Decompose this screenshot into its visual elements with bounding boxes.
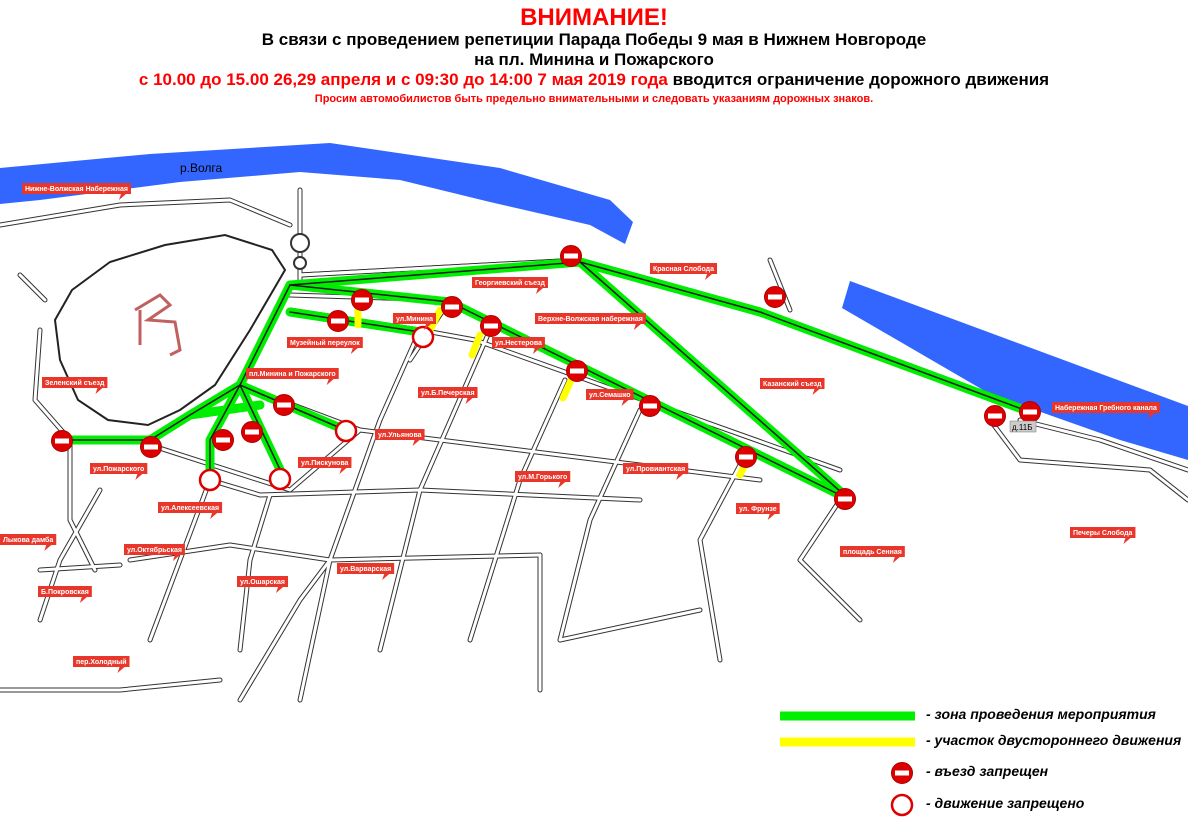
no-entry-icon: [892, 763, 913, 784]
street-label-text: ул.Пискунова: [301, 460, 349, 467]
street-label: [375, 429, 425, 446]
no-entry-icon: [141, 437, 162, 458]
header-line-2: на пл. Минина и Пожарского: [474, 50, 714, 69]
street-label-text: пл.Минина и Пожарского: [249, 371, 336, 378]
no-entry-icon: [213, 430, 234, 451]
no-traffic-icon: [336, 421, 356, 441]
street-label: [158, 502, 222, 519]
no-entry-icon: [52, 431, 73, 452]
street-label-text: Верхне-Волжская набережная: [538, 316, 643, 323]
street-label-text: Музейный переулок: [290, 340, 360, 347]
restriction-text: вводится ограничение дорожного движения: [667, 70, 1050, 89]
street-label: [287, 337, 363, 354]
no-entry-icon: [242, 422, 263, 443]
street-label-text: ул.Провиантская: [626, 466, 686, 473]
roundabout-small: [294, 257, 306, 269]
street-label-text: пер.Холодный: [76, 659, 127, 666]
street-label-text: ул.Минина: [396, 316, 433, 323]
legend-no-traffic: - движение запрещено: [926, 795, 1085, 811]
street-label-text: Лыкова дамба: [3, 537, 54, 544]
street-label-text: Красная Слобода: [653, 266, 715, 273]
no-entry-icon: [567, 361, 588, 382]
street-label-text: ул.М.Горького: [518, 474, 568, 481]
street-label-text: Зеленский съезд: [45, 380, 105, 387]
no-traffic-icon: [892, 795, 912, 815]
no-entry-icon: [1020, 402, 1041, 423]
street-label-text: ул.Ошарская: [240, 579, 286, 586]
street-label-text: ул. Фрунзе: [739, 506, 777, 513]
street-label: [472, 277, 548, 294]
street-label: [650, 263, 717, 280]
street-label-text: ул.Нестерова: [495, 340, 542, 347]
no-entry-icon: [640, 396, 661, 417]
no-entry-icon: [765, 287, 786, 308]
no-entry-icon: [328, 311, 349, 332]
street-label: [840, 546, 905, 563]
legend-event-zone: - зона проведения мероприятия: [926, 706, 1156, 722]
street-label: [246, 368, 339, 385]
legend-no-entry: - въезд запрещен: [926, 763, 1049, 779]
no-entry-icon: [442, 297, 463, 318]
street-label: [90, 463, 147, 480]
no-entry-icon: [835, 489, 856, 510]
street-label: [0, 534, 56, 551]
house-number: д.11Б: [1012, 423, 1033, 432]
street-label-text: Казанский съезд: [763, 381, 822, 388]
no-entry-icon: [274, 395, 295, 416]
grebnoy-canal: [842, 281, 1188, 460]
no-entry-icon: [481, 316, 502, 337]
street-label: [1070, 527, 1135, 544]
street-label-text: Печеры Слобода: [1073, 530, 1133, 537]
roundabout: [291, 234, 309, 252]
street-label-text: Нижне-Волжская Набережная: [25, 186, 128, 193]
no-traffic-icon: [270, 469, 290, 489]
header-line-3: [0, 70, 1188, 90]
no-traffic-icon: [200, 470, 220, 490]
no-entry-icon: [985, 406, 1006, 427]
street-label-text: Набережная Гребного канала: [1055, 405, 1157, 412]
street-label: [73, 656, 130, 673]
kremlin-wall: [55, 235, 285, 425]
street-label: [586, 389, 634, 406]
street-label-text: ул.Б.Печерская: [421, 390, 475, 397]
no-entry-icon: [736, 447, 757, 468]
street-label: [515, 471, 570, 488]
street-label-text: Б.Покровская: [41, 589, 89, 596]
header-line-4: Просим автомобилистов быть предельно внимательными и следовать указаниям дорожных знаков.: [314, 93, 874, 105]
no-entry-icon: [352, 290, 373, 311]
street-label: [736, 503, 780, 520]
street-label: [337, 563, 394, 580]
street-label: [298, 457, 351, 474]
street-label-text: ул.Ульянова: [378, 432, 422, 439]
street-label-text: ул.Октябрьская: [127, 547, 182, 554]
legend-symbols: [780, 716, 915, 815]
header-line-1: В связи с проведением репетиции Парада Победы 9 мая в Нижнем Новгороде: [261, 30, 927, 49]
street-label-text: площадь Сенная: [843, 549, 902, 556]
street-label-text: Георгиевский съезд: [475, 280, 545, 287]
no-entry-icon: [561, 246, 582, 267]
schedule-text: с 10.00 до 15.00 26,29 апреля и с 09:30 до 14:00 7 мая 2019 года: [138, 70, 668, 89]
street-label-text: ул.Варварская: [340, 566, 392, 573]
street-label-text: ул.Семашко: [589, 392, 631, 399]
street-label-text: ул.Алексеевская: [161, 505, 220, 512]
street-label-text: ул.Пожарского: [93, 466, 145, 473]
street-label: [535, 313, 646, 330]
street-label: [760, 378, 825, 395]
river-label: р.Волга: [180, 161, 223, 175]
no-traffic-icon: [413, 327, 433, 347]
kremlin-logo: [135, 295, 180, 355]
street-label: [418, 387, 478, 404]
legend-two-way: - участок двустороннего движения: [926, 732, 1182, 748]
street-label: [623, 463, 688, 480]
alert-title: ВНИМАНИЕ!: [520, 4, 668, 31]
